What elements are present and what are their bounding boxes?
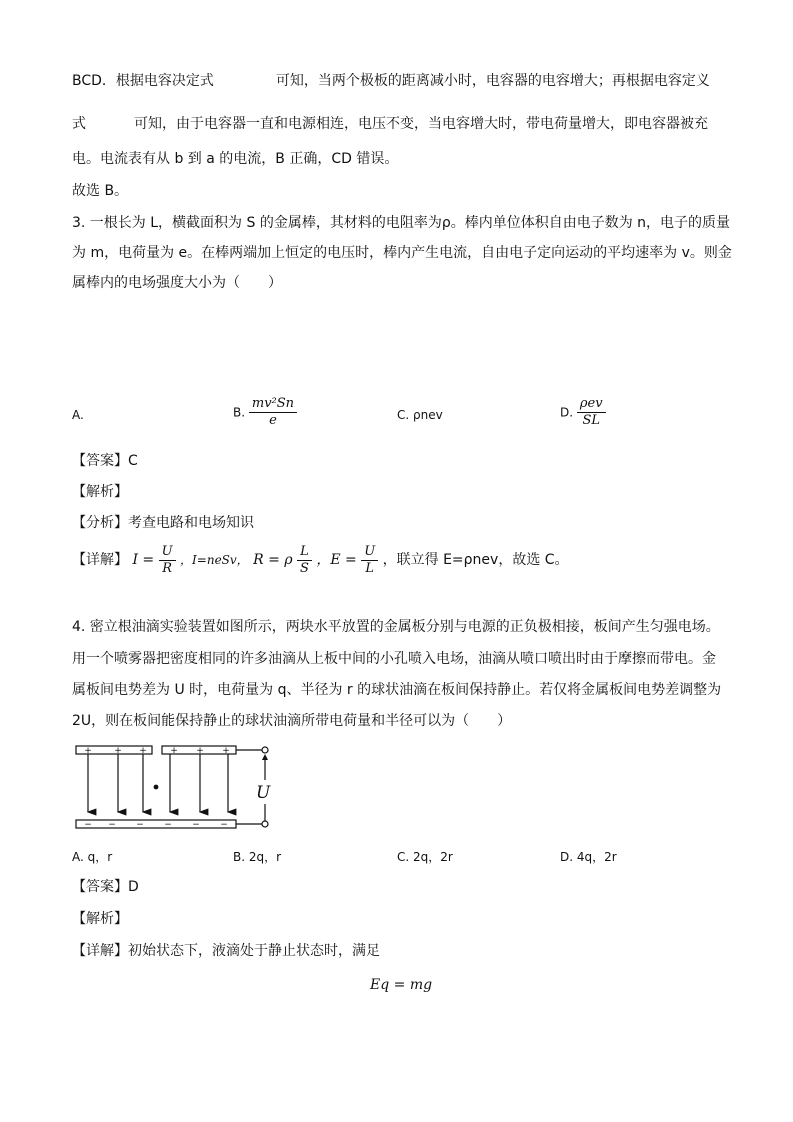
q3-analysis: 【解析】: [72, 484, 128, 500]
q4-option-a: A. q，r: [72, 850, 113, 864]
minus-sign-6: −: [220, 820, 228, 830]
q3-line3: 属棒内的电场强度大小为（ ）: [72, 275, 282, 291]
q3-formula4-lhs: ，E =: [316, 552, 357, 568]
minus-sign-2: −: [108, 820, 116, 830]
q4-line2: 用一个喷雾器把密度相同的许多油滴从上板中间的小孔喷入电场，油滴从喷口喷出时由于摩擦而带电。金: [72, 651, 716, 667]
q4-equation: Eq = mg: [370, 977, 433, 993]
plus-sign-4: +: [170, 746, 178, 756]
terminal-top: [262, 747, 268, 753]
q3-option-d-numerator: ρev: [579, 396, 603, 411]
q3-line1: 3. 一根长为 L，横截面积为 S 的金属棒，其材料的电阻率为ρ。棒内单位体积自由电子数为 n，电子的质量: [72, 215, 731, 231]
voltage-arrow-head: [262, 754, 268, 760]
q3-formula3-num: L: [300, 543, 309, 559]
q3-formula4-den: L: [361, 560, 378, 577]
q3-formula4-fraction: [361, 544, 378, 577]
q3-option-a: A.: [72, 408, 84, 422]
lower-plate: [76, 820, 236, 828]
q3-formula1-fraction: [159, 544, 176, 577]
q3-formula3-den: S: [297, 560, 312, 577]
q3-detail-tail: ，联立得 E=ρnev，故选 C。: [382, 552, 569, 568]
plus-sign-1: +: [84, 746, 92, 756]
voltage-label: U: [256, 783, 271, 803]
q3-line2: 为 m，电荷量为 e。在棒两端加上恒定的电压时，棒内产生电流，自由电子定向运动的平均速率为 v。则金: [72, 245, 732, 261]
q4-line1: 4. 密立根油滴实验装置如图所示，两块水平放置的金属板分别与电源的正负极相接，板间产生匀强电场。: [72, 619, 720, 635]
q3-option-b-fraction: [249, 396, 297, 429]
q3-option-b-denominator: e: [249, 412, 297, 429]
minus-sign-5: −: [192, 820, 200, 830]
para1-line2-b: 可知，由于电容器一直和电源相连，电压不变，当电容增大时，带电荷量增大，即电容器被充: [134, 116, 708, 132]
q4-answer: 【答案】D: [72, 879, 139, 895]
plus-sign-2: +: [114, 746, 122, 756]
q4-option-d: D. 4q，2r: [560, 850, 617, 864]
q3-detail-label: 【详解】: [72, 552, 128, 568]
minus-sign-3: −: [136, 820, 144, 830]
plus-sign-3: +: [139, 746, 147, 756]
plus-sign-6: +: [222, 746, 230, 756]
q3-fenxi: 【分析】考查电路和电场知识: [72, 515, 254, 531]
para1-line2: [72, 114, 708, 134]
q3-option-d-fraction: [577, 396, 606, 429]
minus-sign-4: −: [164, 820, 172, 830]
q3-formula1-den: R: [159, 560, 176, 577]
q3-formula4-num: U: [364, 543, 376, 559]
para1-line3: 电。电流表有从 b 到 a 的电流，B 正确，CD 错误。: [72, 151, 399, 167]
q3-formula2: ，I=neSv，: [180, 553, 249, 567]
q3-formula3-fraction: [297, 544, 312, 577]
para1-line2-a: 式: [72, 116, 86, 132]
q3-option-c: C. ρnev: [397, 408, 443, 422]
q3-formula3-lhs: R = ρ: [253, 552, 293, 568]
oil-drop: [154, 785, 159, 790]
terminal-bottom: [262, 821, 268, 827]
q3-option-d-label: D.: [560, 405, 574, 420]
q4-line4: 2U，则在板间能保持静止的球状油滴所带电荷量和半径可以为（ ）: [72, 713, 512, 729]
para1-line1-a: BCD．根据电容决定式: [72, 73, 214, 89]
q3-detail: [72, 541, 569, 579]
q4-option-b: B. 2q，r: [233, 850, 282, 864]
para1-line1: [72, 71, 710, 91]
q3-formula1-lhs: I =: [132, 552, 155, 568]
minus-sign-1: −: [84, 820, 92, 830]
q4-detail: 【详解】初始状态下，液滴处于静止状态时，满足: [72, 943, 380, 959]
q3-option-b: [233, 396, 297, 429]
q4-analysis: 【解析】: [72, 911, 128, 927]
q3-option-d-denominator: SL: [577, 412, 606, 429]
q3-option-d: [560, 396, 606, 429]
q3-option-b-numerator: mv²Sn: [251, 396, 295, 411]
para1-line4: 故选 B。: [72, 183, 129, 199]
q3-answer: 【答案】C: [72, 453, 138, 469]
para1-line1-b: 可知，当两个极板的距离减小时，电容器的电容增大；再根据电容定义: [275, 73, 710, 89]
q4-option-c: C. 2q，2r: [397, 850, 453, 864]
q4-line3: 属板间电势差为 U 时，电荷量为 q、半径为 r 的球状油滴在板间保持静止。若仅将金属板间电势差调整为: [72, 682, 722, 698]
millikan-diagram: [70, 740, 280, 835]
q3-option-b-label: B.: [233, 405, 246, 420]
q3-formula1-num: U: [161, 543, 173, 559]
plus-sign-5: +: [196, 746, 204, 756]
